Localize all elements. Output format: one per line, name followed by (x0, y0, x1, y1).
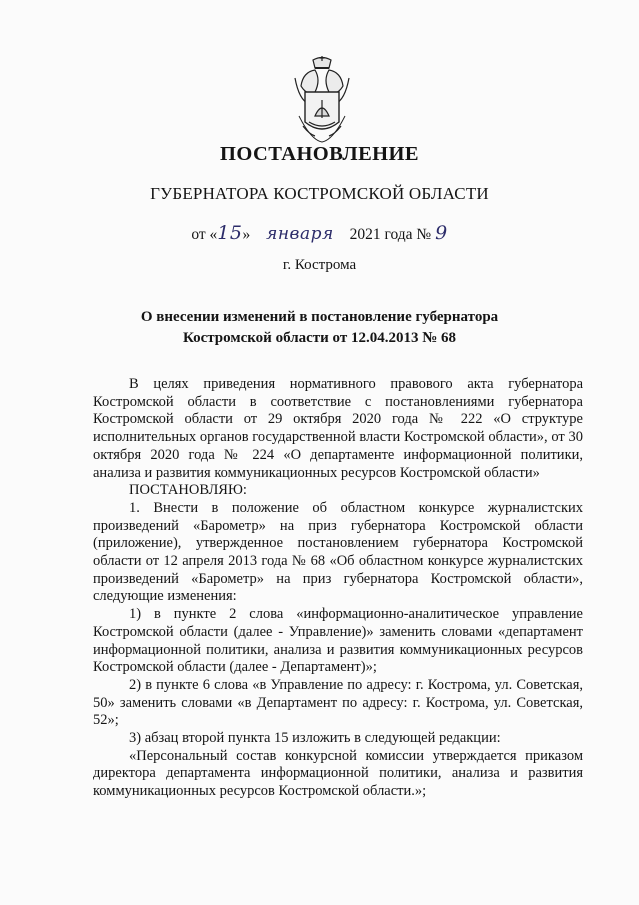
date-year-text: 2021 года № (349, 226, 432, 243)
date-prefix-open: от « (191, 226, 218, 243)
subitem-3-paragraph: 3) абзац второй пункта 15 изложить в следующей редакции: (129, 730, 501, 747)
subitem-2-paragraph: 2) в пункте 6 слова «в Управление по адресу: г. Кострома, ул. Советская, 50» заменить словами «в Департамент по адресу: г. Кострома, ул. Советская, 52»; (93, 676, 583, 729)
date-prefix-close: » (242, 226, 251, 243)
document-title: ПОСТАНОВЛЕНИЕ (220, 143, 419, 165)
handwritten-day: 15 (217, 222, 243, 244)
quoted-paragraph: «Персональный состав конкурсной комиссии утверждается приказом директора департамента информационной политики, анализа и развития коммуникационных ресурсов Костромской области.»; (93, 747, 583, 800)
item-1-paragraph: 1. Внести в положение об областном конкурсе журналистских произведений «Барометр» на приз губернатора Костромской области (приложение), утвержденное постановлением губернатора Костромской области от 12 апреля 2013 года № 68 «Об областном конкурсе журналистских произведений «Барометр» на приз губернатора Костромской области», следующие изменения: (93, 499, 583, 605)
subject-line-2: Костромской области от 12.04.2013 № 68 (182, 330, 457, 346)
coat-of-arms-emblem (293, 56, 351, 144)
issuer-subtitle: ГУБЕРНАТОРА КОСТРОМСКОЙ ОБЛАСТИ (150, 184, 489, 203)
subject-line-1: О внесении изменений в постановление губернатора (140, 309, 499, 325)
subitem-1-paragraph: 1) в пункте 2 слова «информационно-аналитическое управление Костромской области (далее - Управление)» заменить словами «департамент информационной политики, анализа и развития коммуникационных ресурсов Костромской области (далее - Департамент)»; (93, 606, 583, 676)
document-body (93, 376, 583, 801)
date-line (0, 222, 639, 244)
document-subject (0, 307, 639, 349)
handwritten-month: января (266, 224, 334, 244)
preamble-paragraph: В целях приведения нормативного правового акта губернатора Костромской области в соответствие с постановлениями губернатора Костромской области от 29 октября 2020 года № 222 «О структуре исполнительных органов государственной власти Костромской области», от 30 октября 2020 года № 224 «О департаменте информационной политики, анализа и развития коммуникационных ресурсов Костромской области» (93, 376, 583, 481)
city-line: г. Кострома (282, 257, 357, 273)
decree-word: ПОСТАНОВЛЯЮ: (129, 482, 247, 499)
handwritten-number: 9 (435, 222, 448, 244)
